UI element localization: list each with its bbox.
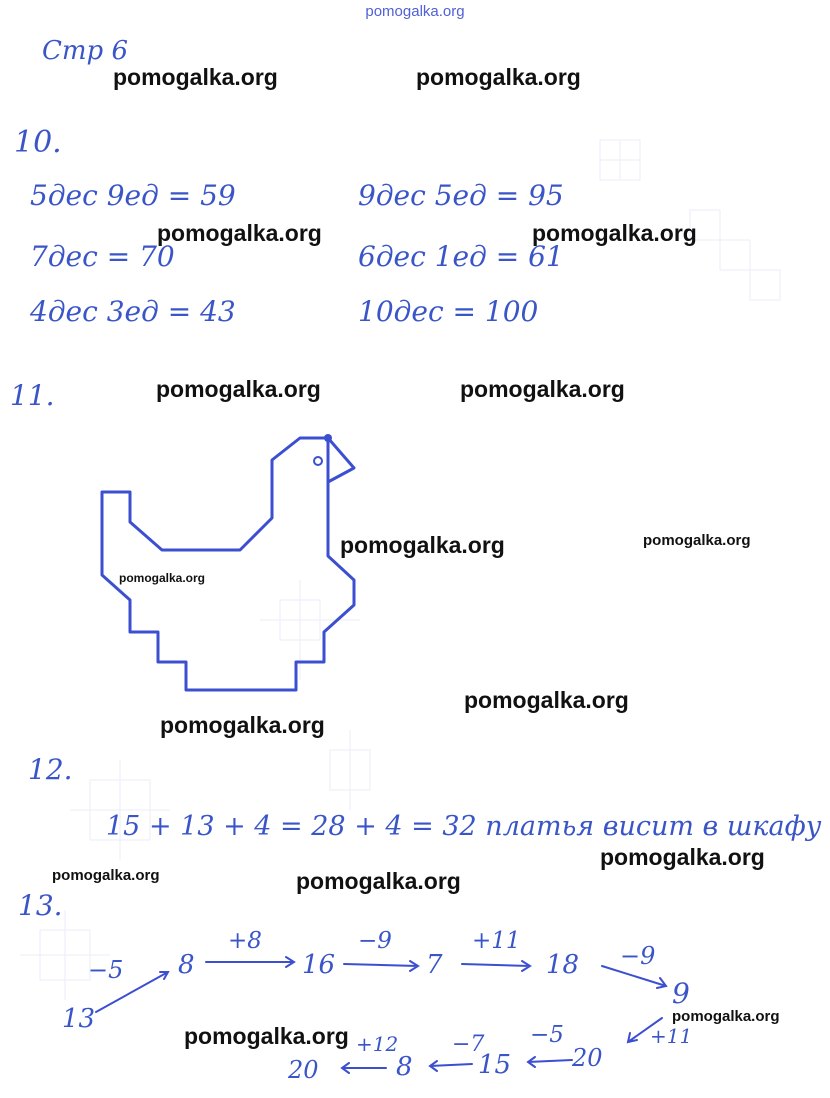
watermark: pomogalka.org: [119, 571, 206, 585]
chain-number-1: 8: [178, 950, 195, 980]
watermark: pomogalka.org: [157, 220, 322, 246]
task10-right-line-3: 10дес = 100: [358, 295, 539, 328]
task10-right-line-1: 9дес 5ед = 95: [358, 179, 564, 212]
chain-op-6: +11: [650, 1024, 693, 1048]
chain-op-4: +11: [472, 928, 521, 954]
task12-number: 12.: [28, 753, 73, 786]
watermark: pomogalka.org: [52, 867, 160, 884]
chain-op-1: −5: [88, 956, 124, 984]
watermark: pomogalka.org: [296, 868, 461, 894]
watermark: pomogalka.org: [156, 376, 321, 402]
watermark: pomogalka.org: [460, 376, 625, 402]
task10-right-line-2: 6дес 1ед = 61: [358, 240, 564, 273]
watermark: pomogalka.org: [340, 532, 505, 558]
chain-op-5: −9: [620, 942, 656, 970]
watermark: pomogalka.org: [416, 64, 581, 90]
watermark: pomogalka.org: [532, 220, 697, 246]
chain-number-2: 16: [302, 950, 336, 980]
chain-number-4: 18: [546, 950, 580, 980]
chain-number-5: 9: [672, 977, 690, 1010]
task10-number: 10.: [14, 125, 62, 160]
watermark: pomogalka.org: [113, 64, 278, 90]
watermark: pomogalka.org: [600, 844, 765, 870]
chain-op-8: −7: [452, 1032, 485, 1057]
chain-number-6: 20: [572, 1044, 603, 1072]
task13-number: 13.: [18, 889, 63, 922]
watermark: pomogalka.org: [672, 1008, 780, 1025]
source-link[interactable]: pomogalka.org: [365, 3, 465, 20]
chain-start: 13: [62, 1004, 96, 1034]
chain-op-2: +8: [228, 928, 262, 954]
watermark: pomogalka.org: [464, 687, 629, 713]
chain-op-3: −9: [358, 928, 392, 954]
task11-number: 11.: [10, 379, 55, 412]
chain-number-8: 8: [396, 1052, 413, 1082]
page-label: Стр 6: [42, 36, 128, 66]
task10-left-line-2: 7дес = 70: [30, 240, 175, 273]
chain-number-9: 20: [288, 1056, 319, 1084]
task10-left-line-1: 5дес 9ед = 59: [30, 179, 236, 212]
watermark: pomogalka.org: [184, 1023, 349, 1049]
task10-left-line-3: 4дес 3ед = 43: [30, 295, 236, 328]
task12-solution: 15 + 13 + 4 = 28 + 4 = 32 платья висит в шкафу: [106, 811, 822, 842]
chain-op-9: +12: [356, 1032, 399, 1056]
chain-number-3: 7: [426, 950, 443, 980]
watermark: pomogalka.org: [643, 532, 751, 549]
watermark: pomogalka.org: [160, 712, 325, 738]
chain-number-7: 15: [478, 1050, 512, 1080]
chain-op-7: −5: [530, 1022, 564, 1048]
